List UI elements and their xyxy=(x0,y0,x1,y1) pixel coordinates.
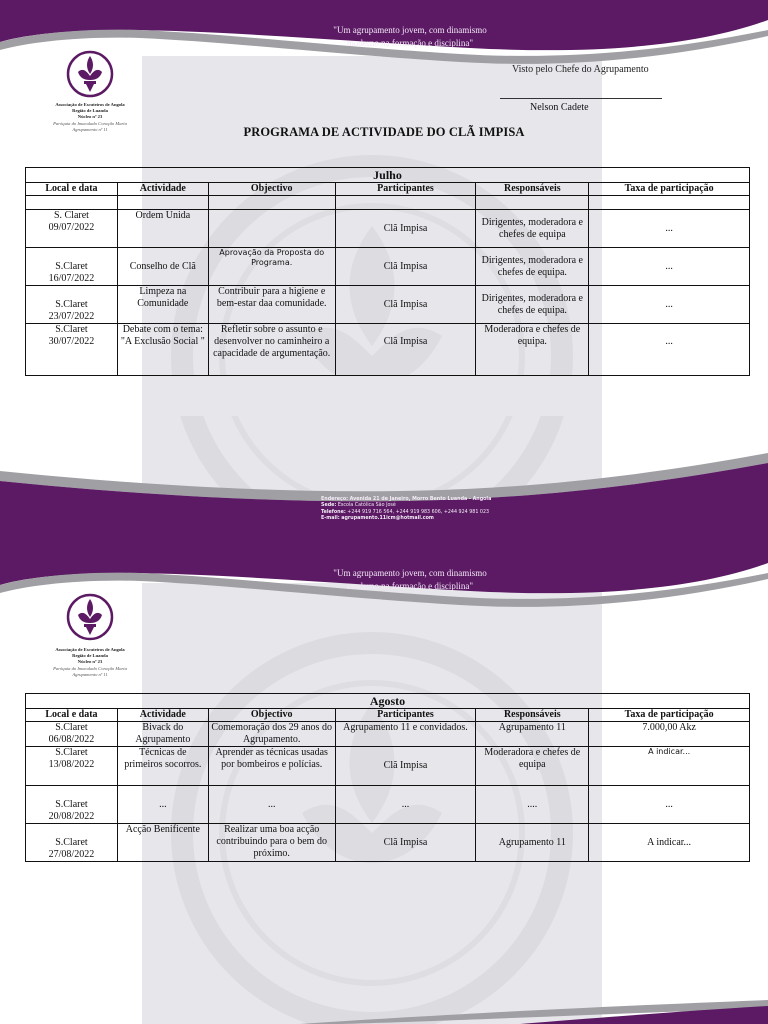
phone-value: +244 919 716 564, +244 919 983 606, +244 924 981 023 xyxy=(347,509,490,515)
assoc-line-3: Núcleo nº 23 xyxy=(77,659,103,665)
address-value: Avenida 21 de Janeiro, Morro Bento Luanda - Angola xyxy=(349,497,492,502)
cell-participantes: Clã Impisa xyxy=(335,286,476,324)
cell-taxa: ... xyxy=(589,248,750,286)
cell-local: S. Claret xyxy=(53,210,89,221)
motto-line-2: moderno na formação e disciplina" xyxy=(346,38,474,48)
motto-line-2: moderno na formação e disciplina" xyxy=(346,581,474,591)
cell-objectivo xyxy=(208,210,335,248)
cell-data: 27/08/2022 xyxy=(48,849,95,860)
cell-actividade: Conselho de Clã xyxy=(117,248,208,286)
cell-actividade: Bivack do Agrupamento xyxy=(117,722,208,747)
cell-actividade: Limpeza na Comunidade xyxy=(117,286,208,324)
cell-actividade: Acção Benificente xyxy=(117,824,208,862)
col-header-participantes: Participantes xyxy=(335,709,476,722)
scout-logo-icon xyxy=(66,591,114,643)
col-header-local: Local e data xyxy=(26,183,118,196)
col-header-actividade: Actividade xyxy=(117,709,208,722)
cell-actividade: ... xyxy=(117,786,208,824)
cell-responsaveis: Moderadora e chefes de equipa xyxy=(476,747,589,786)
cell-actividade: Ordem Unida xyxy=(117,210,208,248)
cell-objectivo: Aprender as técnicas usadas por bombeiros e polícias. xyxy=(208,747,335,786)
cell-data: 06/08/2022 xyxy=(48,734,95,745)
cell-responsaveis: .... xyxy=(476,786,589,824)
sede-value: Escola Católica São José xyxy=(337,503,396,509)
cell-participantes: Agrupamento 11 e convidados. xyxy=(335,722,476,747)
cell-local: S.Claret xyxy=(55,747,88,758)
page-break-panel xyxy=(142,376,602,416)
scout-logo-icon xyxy=(66,48,114,100)
col-header-responsaveis: Responsáveis xyxy=(476,709,589,722)
table-row xyxy=(26,324,750,376)
address-label: Endereço: xyxy=(321,497,349,502)
cell-data: 13/08/2022 xyxy=(48,759,95,770)
cell-objectivo: Realizar uma boa acção contribuindo para o bem do próximo. xyxy=(208,824,335,862)
cell-responsaveis: Dirigentes, moderadora e chefes de equipa. xyxy=(476,286,589,324)
cell-actividade: Debate com o tema: "A Exclusão Social " xyxy=(117,324,208,376)
motto-line-1: "Um agrupamento jovem, com dinamismo xyxy=(333,568,487,578)
agosto-program-table xyxy=(25,693,750,862)
motto-line-1: "Um agrupamento jovem, com dinamismo xyxy=(333,25,487,35)
col-header-local: Local e data xyxy=(26,709,118,722)
cell-data: 16/07/2022 xyxy=(48,273,95,284)
assoc-line-4: Paróquia do Imaculado Coração Maria xyxy=(53,665,127,671)
assoc-line-4: Paróquia do Imaculado Coração Maria xyxy=(53,120,127,126)
document-page-2 xyxy=(0,543,768,1024)
cell-participantes: Clã Impisa xyxy=(335,824,476,862)
assoc-line-3: Núcleo nº 23 xyxy=(77,114,103,120)
cell-participantes: Clã Impisa xyxy=(335,248,476,286)
cell-data: 20/08/2022 xyxy=(48,811,95,822)
cell-objectivo: Aprovação da Proposta do Programa. xyxy=(208,248,335,286)
assoc-line-5: Agrupamento nº 11 xyxy=(72,671,108,677)
cell-taxa: A indicar... xyxy=(589,747,750,786)
cell-taxa: ... xyxy=(589,210,750,248)
month-header-agosto: Agosto xyxy=(26,694,750,709)
table-row xyxy=(26,248,750,286)
approval-label: Visto pelo Chefe do Agrupamento xyxy=(512,64,649,75)
footer-address xyxy=(321,497,491,523)
col-header-responsaveis: Responsáveis xyxy=(476,183,589,196)
assoc-line-1: Associação de Escuteiros de Angola xyxy=(55,647,125,652)
assoc-line-1: Associação de Escuteiros de Angola xyxy=(55,102,125,107)
motto xyxy=(290,24,530,50)
cell-local: S.Claret xyxy=(55,261,88,272)
table-row xyxy=(26,824,750,862)
sede-label: Sede: xyxy=(321,503,337,509)
julho-program-table xyxy=(25,167,750,376)
cell-local: S.Claret xyxy=(55,837,88,848)
signer-name: Nelson Cadete xyxy=(530,102,589,113)
cell-responsaveis: Moderadora e chefes de equipa. xyxy=(476,324,589,376)
cell-data: 09/07/2022 xyxy=(48,222,95,233)
assoc-line-2: Região de Luanda xyxy=(72,108,108,114)
cell-local: S.Claret xyxy=(55,299,88,310)
cell-taxa: 7.000,00 Akz xyxy=(589,722,750,747)
footer-wave-decoration xyxy=(0,998,768,1024)
table-row-empty xyxy=(26,196,750,210)
cell-responsaveis: Dirigentes, moderadora e chefes de equipa. xyxy=(476,248,589,286)
cell-data: 23/07/2022 xyxy=(48,311,95,322)
email-value: agrupamento.11icm@hotmail.com xyxy=(341,516,434,522)
cell-responsaveis: Agrupamento 11 xyxy=(476,824,589,862)
document-title: PROGRAMA DE ACTIVIDADE DO CLÃ IMPISA xyxy=(243,125,525,139)
month-header-julho: Julho xyxy=(26,168,750,183)
col-header-taxa: Taxa de participação xyxy=(589,183,750,196)
col-header-actividade: Actividade xyxy=(117,183,208,196)
cell-local: S.Claret xyxy=(55,324,88,335)
table-row xyxy=(26,722,750,747)
assoc-line-2: Região de Luanda xyxy=(72,653,108,659)
cell-responsaveis: Dirigentes, moderadora e chefes de equipa xyxy=(476,210,589,248)
table-row xyxy=(26,786,750,824)
col-header-objectivo: Objectivo xyxy=(208,183,335,196)
cell-local: S.Claret xyxy=(55,799,88,810)
cell-objectivo: Comemoração dos 29 anos do Agrupamento. xyxy=(208,722,335,747)
cell-taxa: ... xyxy=(589,286,750,324)
email-label: E-mail: xyxy=(321,516,340,522)
cell-objectivo: ... xyxy=(208,786,335,824)
cell-responsaveis: Agrupamento 11 xyxy=(476,722,589,747)
assoc-line-5: Agrupamento nº 11 xyxy=(72,126,108,132)
cell-participantes: ... xyxy=(335,786,476,824)
col-header-taxa: Taxa de participação xyxy=(589,709,750,722)
cell-objectivo: Refletir sobre o assunto e desenvolver no caminheiro a capacidade de argumentação. xyxy=(208,324,335,376)
cell-objectivo: Contribuir para a higiene e bem-estar daa comunidade. xyxy=(208,286,335,324)
table-row xyxy=(26,210,750,248)
phone-label: Telefone: xyxy=(321,509,346,515)
cell-local: S.Claret xyxy=(55,722,88,733)
cell-participantes: Clã Impisa xyxy=(335,210,476,248)
table-row xyxy=(26,747,750,786)
col-header-participantes: Participantes xyxy=(335,183,476,196)
signature-line xyxy=(500,98,662,99)
cell-data: 30/07/2022 xyxy=(48,336,95,347)
cell-taxa: ... xyxy=(589,324,750,376)
cell-taxa: A indicar... xyxy=(589,824,750,862)
association-info xyxy=(44,647,136,678)
cell-participantes: Clã Impisa xyxy=(335,747,476,786)
table-row xyxy=(26,286,750,324)
cell-participantes: Clã Impisa xyxy=(335,324,476,376)
motto xyxy=(290,567,530,593)
cell-actividade: Técnicas de primeiros socorros. xyxy=(117,747,208,786)
cell-taxa: ... xyxy=(589,786,750,824)
col-header-objectivo: Objectivo xyxy=(208,709,335,722)
